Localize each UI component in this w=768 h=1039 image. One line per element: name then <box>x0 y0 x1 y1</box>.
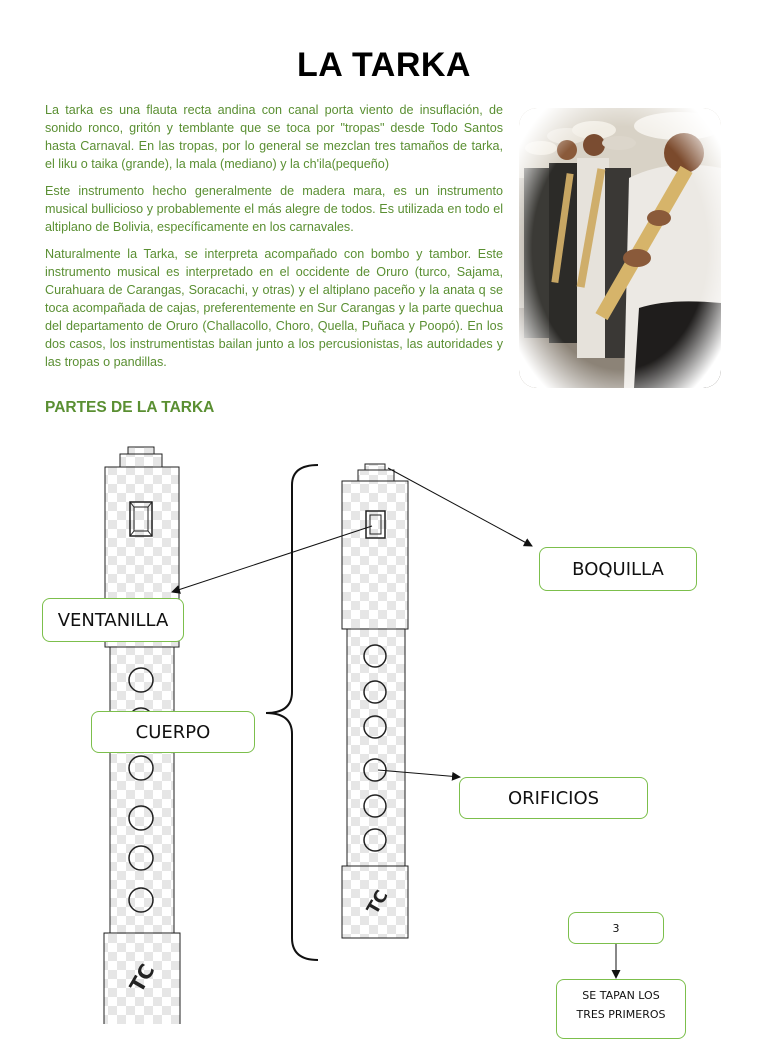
cover-holes-note <box>556 979 686 1039</box>
paragraph-3: Naturalmente la Tarka, se interpreta acompañado con bombo y tambor. Este instrumento musical es interpretado en el occidente de Oruro (turco, Sajama, Curahuara de Carangas, Soracachi, y otras) y el altiplano paceño y la anata q se toca acompañada de cajas, preferentemente en Sur Carangas y la parte quechua del departamento de Oruro (Challacollo, Choro, Quella, Puñaca y Poopó). En los dos casos, los instrumentistas bailan junto a los percusionistas, las autoridades y las tropas o pandillas. <box>45 247 503 369</box>
cuerpo-label: CUERPO <box>91 711 255 753</box>
paragraph-1: La tarka es una flauta recta andina con canal porta viento de insuflación, de sonido ronco, gritón y temblante que se toca por "tropas" desde Todo Santos hasta Carnaval. En las tropas, por lo general se mezclan tres tamaños de tarka, el liku o taika (grande), la mala (mediano) y la ch'ila(pequeño) <box>45 103 503 171</box>
boquilla-arrow <box>388 468 532 546</box>
photo-illustration <box>519 108 721 388</box>
maker-mark-large: TC <box>124 959 160 997</box>
tarka-small <box>342 464 408 938</box>
note-line-1: SE TAPAN LOS <box>582 989 660 1002</box>
intro-text <box>45 101 503 380</box>
orificios-label: ORIFICIOS <box>459 777 648 819</box>
cuerpo-brace <box>266 465 318 960</box>
maker-mark-small: TC <box>363 887 393 918</box>
tarka-parts-diagram <box>0 430 768 1024</box>
page-title: LA TARKA <box>297 46 471 84</box>
paragraph-2: Este instrumento hecho generalmente de madera mara, es un instrumento musical bullicioso y probablemente el más alegre de todos. Es utilizada en todo el altiplano de Bolivia, específicamente en los carnavales. <box>45 184 503 234</box>
boquilla-label: BOQUILLA <box>539 547 697 591</box>
note-line-2: TRES PRIMEROS <box>576 1008 666 1021</box>
holes-count-label: 3 <box>568 912 664 944</box>
ventanilla-label: VENTANILLA <box>42 598 184 642</box>
tarka-players-photo <box>519 108 721 388</box>
section-title: PARTES DE LA TARKA <box>45 399 215 416</box>
